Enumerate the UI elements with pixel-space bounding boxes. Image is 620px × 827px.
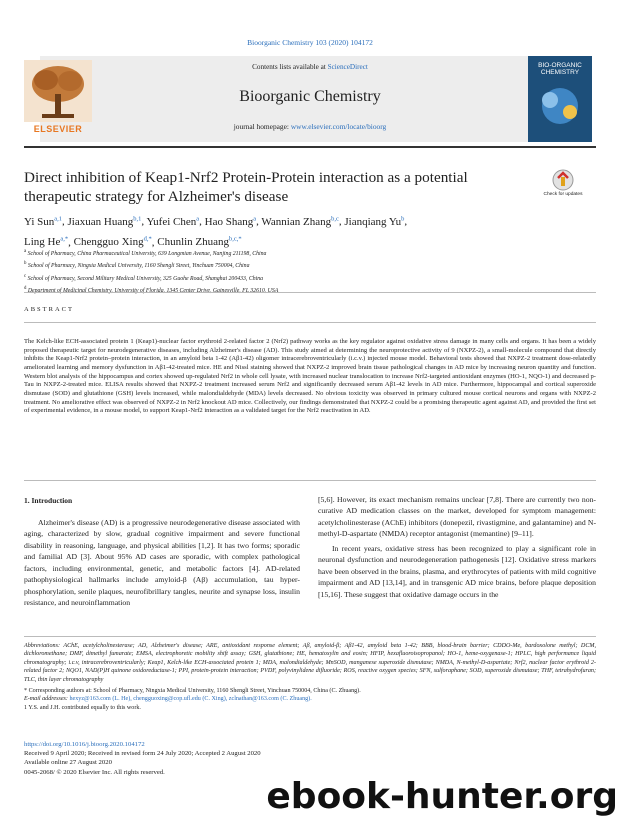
paragraph: In recent years, oxidative stress has been recognized to play a significant role in neuronal dysfunction and neurodegeneration pathogenesis [12]. Oxidative stress markers have been observed in the brains, plasma, and erythrocytes of patients with mild cognitive impairment and AD [13,14], and in transgenic AD mice brains, before plaque deposition [15,16]. These suggest that oxidative damage occurs in the: [318, 543, 596, 599]
footnote-rule: [24, 636, 596, 637]
author[interactable]: Wannian Zhang$^{b,c}$: [261, 215, 339, 228]
author[interactable]: Chunlin Zhuang$^{b,c,*}$: [157, 235, 242, 249]
author[interactable]: Chengguo Xing$^{d,*}$: [73, 235, 152, 249]
journal-citation-link[interactable]: Bioorganic Chemistry 103 (2020) 104172: [247, 38, 373, 47]
cover-title: BIO-ORGANIC CHEMISTRY: [538, 62, 582, 76]
journal-name: Bioorganic Chemistry: [239, 88, 381, 105]
homepage-prefix: journal homepage:: [233, 122, 291, 131]
affiliation: $^d$ Department of Medicinal Chemistry, University of Florida, 1345 Center Drive, Gainesville, FL 32610, USA: [24, 285, 279, 294]
publisher-name: ELSEVIER: [33, 124, 83, 134]
body-right-column: [318, 494, 596, 600]
author[interactable]: Yufei Chen$^a$: [146, 215, 200, 228]
affiliations: [24, 247, 584, 296]
check-for-updates-label[interactable]: Check for updates: [543, 192, 583, 197]
email-links[interactable]: hexyz@163.com (L. He), chengguoxing@cop.ufl.edu (C. Xing), zclnathan@163.com (C. Zhuang).: [69, 696, 312, 703]
author[interactable]: Jianqiang Yu$^b$: [344, 215, 405, 228]
email-prefix: E-mail addresses:: [24, 696, 70, 703]
contents-line: [0, 63, 620, 71]
body-left-column: Alzheimer's disease (AD) is a progressive neurodegenerative disease associated with aging, characterized by slow, gradual cognitive impairment and severe functional disability in reasoning, language, and physical abilities [1,2]. It has two forms; sporadic and familial AD [3]. About 95% AD cases are sporadic, with complex pathological factors, including environmental, genetic, and metabolic factors [4]. AD-related pathophysiological hallmarks include amyloid-β (Aβ) accumulation, tau hyper-phosphorylation, senile plaques, neurofibrillary tangles, neurite and synapse loss, insulin resistance, and neuroinflammation: [24, 518, 300, 608]
abbreviations: Abbreviations: AChE, acetylcholinesterase; AD, Alzheimer's disease; ARE, antioxidant response element; Aβ, amyloid-β; Aβ1-42, amyloid beta 1-42; BBB, blood-brain barrier; CDDO-Me, bardoxolone methyl; DCM, dichloromethane; DMF, dimethyl fumarate; EMSA, electrophoretic mobility shift assay; GSH, glutathione; HE, hematoxylin and eosin; HFIP, hexafluoroisopropanol; HO-1, heme-oxygenase-1; HPLC, high performance liquid chromatography; i.c.v, intracerebroventricularly; Keap1, Kelch-like ECH-associated protein 1; MDA, malondialdehyde; MnSOD, manganese superoxide dismutase; NMDA, N-methyl-D-aspartate; Nrf2, nuclear factor erythroid 2-related factor 2; NQO1, NAD(P)H quinone oxidoreductase-1; PPI, protein-protein interaction; PVDF, polyvinylidene difluoride; ROS, reactive oxygen species; SFN, sulforaphane; SOD, superoxide dismutase; THF, tetrahydrofuran; TLC, thin layer chromatography: [24, 643, 596, 683]
paragraph: [5,6]. However, its exact mechanism remains unclear [7,8]. There are currently two non-curative AD medication classes on the market, developed for symptom management: acetylcholinesterase (AChE) inhibitors (donepezil, rivastigmine, and galantamine) and N-methyl-D-aspartate (NMDA) receptor antagonist (memantine) [9–11].: [318, 495, 596, 539]
received-dates: Received 9 April 2020; Received in revised form 24 July 2020; Accepted 2 August 2020: [24, 750, 261, 758]
affiliation: $^a$ School of Pharmacy, China Pharmaceutical University, 639 Longmian Avenue, Nanjing 211198, China: [24, 249, 267, 257]
publication-info: [24, 740, 261, 777]
abstract-bottom-rule: [24, 480, 596, 481]
journal-homepage: [0, 122, 620, 131]
cover-art: [528, 76, 592, 136]
author[interactable]: Yi Sun$^{a,1}$: [24, 215, 63, 228]
watermark-text: ebook-hunter.org: [266, 776, 618, 817]
author[interactable]: Jiaxuan Huang$^{b,1}$: [67, 215, 142, 228]
article-title: Direct inhibition of Keap1-Nrf2 Protein-Protein interaction as a potential therapeutic strategy for Alzheimer's disease: [24, 169, 468, 205]
contents-prefix: Contents lists available at: [252, 63, 328, 71]
copyright: 0045-2068/ © 2020 Elsevier Inc. All rights reserved.: [24, 768, 165, 776]
section-heading-introduction: 1. Introduction: [24, 496, 73, 505]
homepage-link[interactable]: www.elsevier.com/locate/bioorg: [290, 122, 387, 131]
header-rule: [24, 146, 596, 148]
corresponding-authors: * Corresponding authors at: School of Pharmacy, Ningxia Medical University, 1160 Shengli Street, Yinchuan 750004, China (C. Zhuang).: [24, 688, 361, 695]
available-online: Available online 27 August 2020: [24, 759, 112, 767]
abstract-heading: ABSTRACT: [24, 306, 74, 313]
abstract-top-rule: [24, 292, 596, 293]
author[interactable]: Hao Shang$^a$: [204, 215, 257, 228]
affiliation: $^b$ School of Pharmacy, Ningxia Medical University, 1160 Shengli Street, Yinchuan 750004, China: [24, 261, 250, 270]
footnotes: [24, 642, 596, 712]
doi-link[interactable]: https://doi.org/10.1016/j.bioorg.2020.104172: [24, 741, 145, 748]
equal-contribution-note: 1 Y.S. and J.H. contributed equally to this work.: [24, 704, 141, 711]
sciencedirect-link[interactable]: ScienceDirect: [327, 63, 368, 71]
author[interactable]: Ling $He^{a,*}$: [24, 235, 69, 249]
author-list: Yi Sun$^{a,1}$, Jiaxuan Huang$^{b,1}$, Yufei Chen$^a$, Hao Shang$^a$, Wannian Zhang$^{b,c}$, Jianqiang Yu$^b$, Ling $He^{a,*}$, Chengguo Xing$^{d,*}$, Chunlin Zhuang$^{b,c,*}$: [24, 215, 408, 249]
abstract-text: The Kelch-like ECH-associated protein 1 (Keap1)-nuclear factor erythroid 2-related factor 2 (Nrf2) pathway works as the key regulator against oxidative stress damage in many cells and organs. It has been a widely proposed therapeutic target for neurodegenerative diseases, including Alzheimer's disease (AD). This study aimed at determining the neuroprotective activity of 9 (NXPZ-2), a small-molecule compound that directly inhibits the Keap1-Nrf2 protein–protein interaction, in an amyloid beta 1-42 (Aβ1-42) oligomer intracerebroventricularly (i.c.v.) injected mouse model. Behavioral tests showed that NXPZ-2 treatment dose-relatedly ameliorated learning and memory dysfunction in Aβ1-42-treated mice. HE and Nissl staining showed that NXPZ-2 improved brain tissue pathological changes in AD mice by increasing neuron quantity and function. Western blot analysis of the hippocampus and cortex showed up-regulated Nrf2 in whole cell lysate, with increased nuclear translocation to increase Nrf2-targeted antioxidant enzymes (HO-1, NQO-1) and decreased p-Tau in NXPZ-2-treated mice. ELISA results showed that NXPZ-2 treatment increased serum Nrf2 and significantly decreased serum Aβ1-42 levels in AD mice. Furthermore, hippocampal and cortical superoxide dismutase (SOD) and glutathione (GSH) levels increased, while malondialdehyde (MDA) levels decreased. No obvious toxicity was observed in primary cultured mouse cortical neurons and organs with NXPZ-2 treatment. No ameliorative effect was observed of NXPZ-2 in Nrf2 knockout AD mice. Collectively, our findings demonstrated that NXPZ-2 could be a promising therapeutic agent against AD, and provided the first set of experimental evidence, in a mouse model, to support Keap1-Nrf2 interaction as a validated target for the Nrf2 reactivation in AD.: [24, 338, 596, 415]
abstract-inner-rule: [24, 322, 596, 323]
affiliation: $^c$ School of Pharmacy, Second Military Medical University, 325 Guohe Road, Shanghai 200433, China: [24, 273, 263, 282]
email-line: [24, 695, 596, 703]
journal-cover-thumbnail: [528, 56, 592, 142]
